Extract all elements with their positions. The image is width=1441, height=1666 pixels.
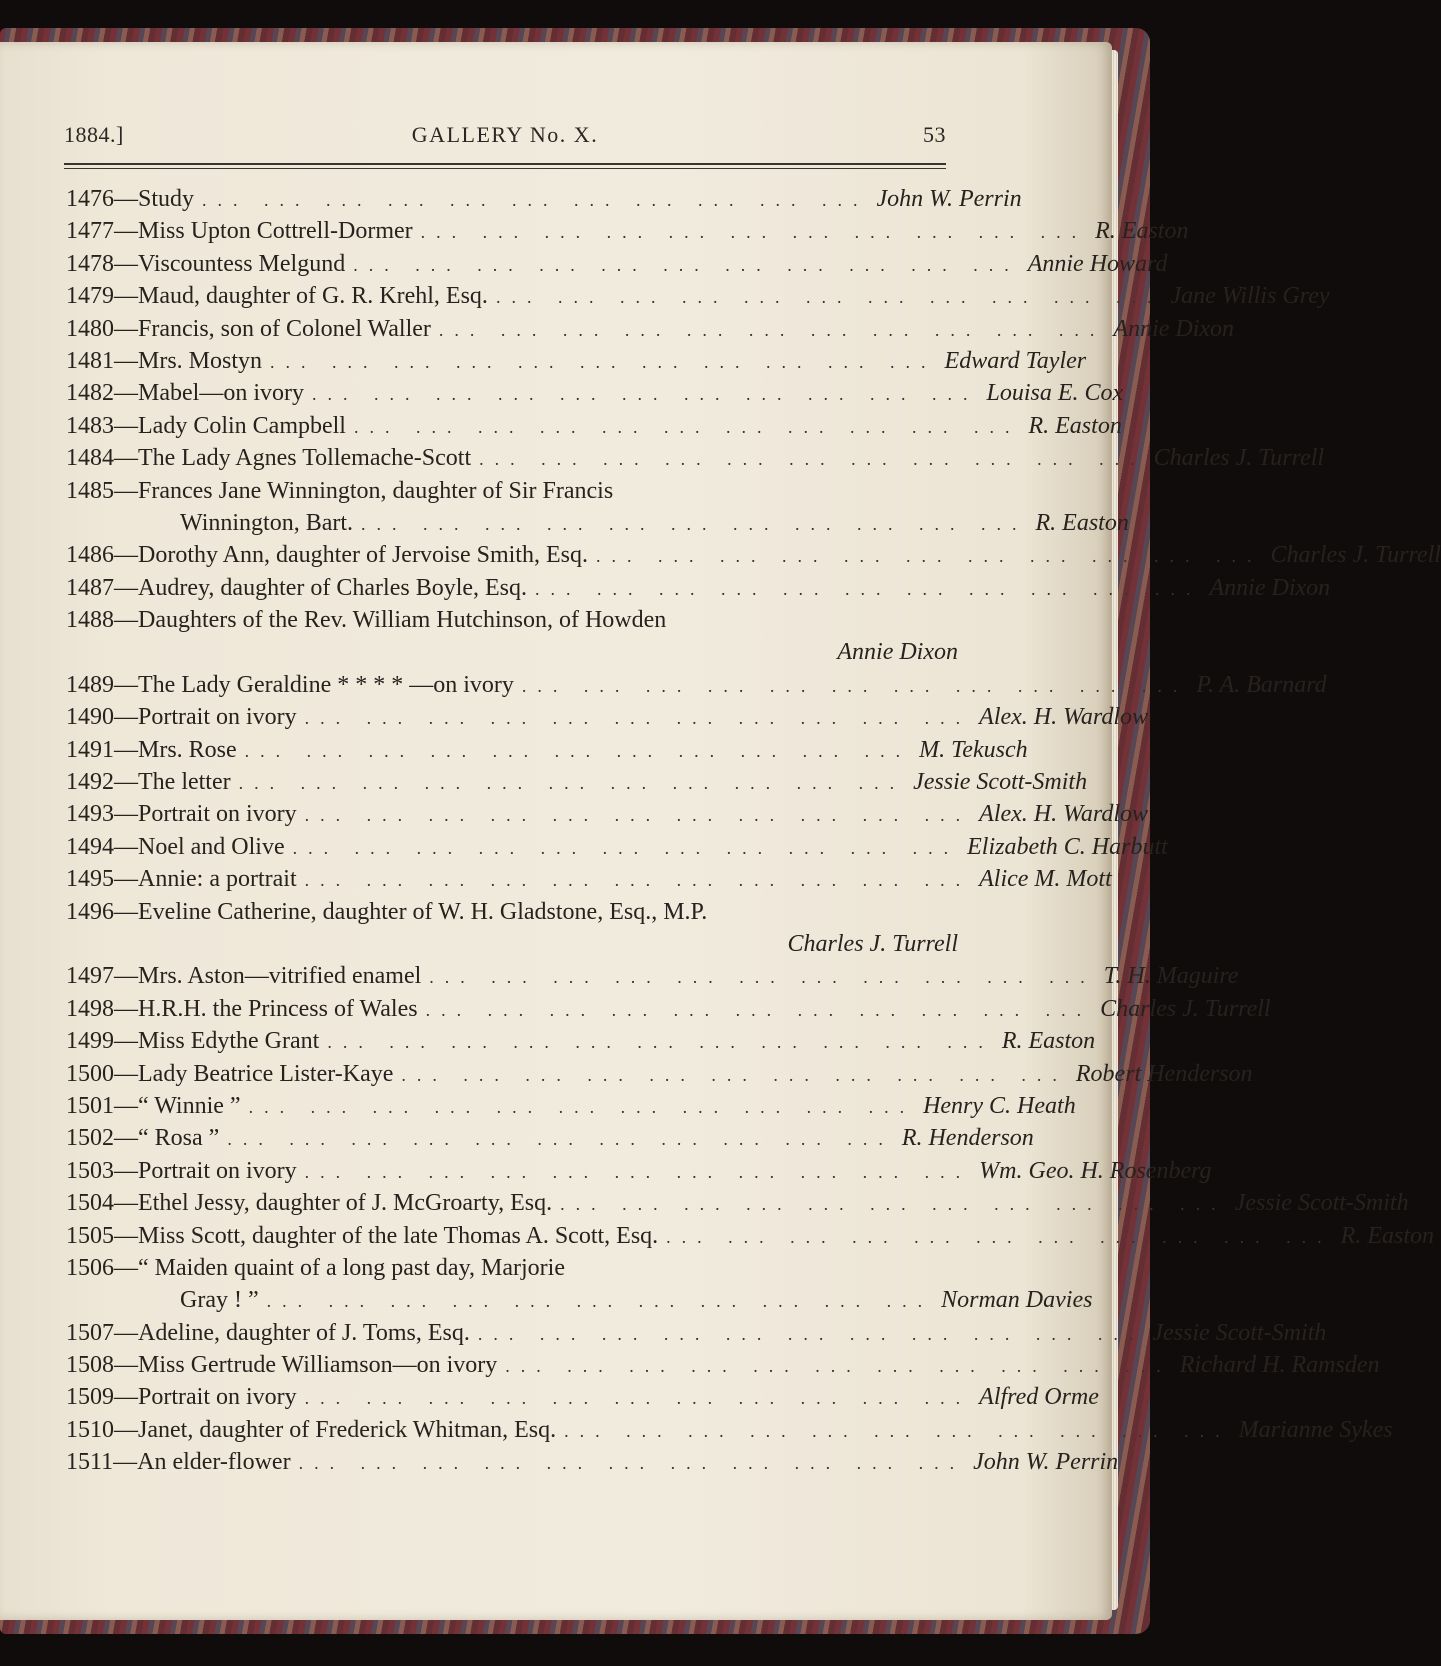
year-label: 1884.]	[64, 122, 124, 147]
entry-artist: T. H. Maguire	[1103, 963, 1239, 990]
catalogue-entry	[66, 1352, 1380, 1384]
entry-artist: Jessie Scott-Smith	[913, 769, 1088, 796]
entry-title-row	[66, 607, 958, 639]
gallery-title: GALLERY No. X.	[411, 122, 599, 147]
entry-title: 1505—Miss Scott, daughter of the late Thomas A. Scott, Esq.	[66, 1222, 659, 1249]
entry-row	[66, 1416, 1393, 1449]
entry-artist: Annie Dixon	[1113, 315, 1235, 342]
entry-row	[66, 445, 1325, 477]
entry-artist: R. Easton	[1001, 1028, 1096, 1055]
leader-dots: ... ... ... ... ... ... ... ... ... ... ...	[238, 773, 906, 794]
entry-title: 1497—Mrs. Aston—vitrified enamel	[66, 963, 422, 990]
entry-title: 1483—Lady Colin Campbell	[66, 412, 346, 439]
entry-title-row	[66, 478, 958, 510]
catalogue-entry	[66, 347, 1087, 380]
entry-row	[66, 380, 1124, 412]
entry-artist: Charles J. Turrell	[787, 930, 958, 957]
entry-row	[66, 1222, 1434, 1255]
entry-title: 1478—Viscountess Melgund	[66, 250, 346, 277]
leader-dots: ... ... ... ... ... ... ... ... ... ... ...	[477, 1323, 1145, 1344]
entry-title: 1479—Maud, daughter of G. R. Krehl, Esq.	[66, 283, 488, 310]
entry-title-row	[66, 899, 958, 931]
entry-artist: Norman Davies	[941, 1287, 1093, 1314]
entry-artist: R. Easton	[1340, 1222, 1434, 1249]
entry-row	[66, 1125, 1034, 1157]
entry-artist: John W. Perrin	[876, 186, 1022, 212]
entry-row	[66, 1319, 1327, 1352]
entry-row	[66, 1190, 1409, 1222]
entry-artist: Alex. H. Wardlow	[979, 704, 1149, 731]
entry-row	[66, 995, 1271, 1028]
entry-title: 1500—Lady Beatrice Lister-Kaye	[66, 1060, 394, 1087]
catalogue-entry	[66, 833, 1168, 866]
catalogue-entry	[66, 542, 1441, 574]
catalogue-entry	[66, 671, 1327, 704]
catalogue-entry	[66, 736, 1028, 769]
entry-title: 1480—Francis, son of Colonel Waller	[66, 315, 431, 342]
catalogue-entry	[66, 1449, 1119, 1481]
catalogue-entry	[66, 1060, 1253, 1093]
leader-dots: ... ... ... ... ... ... ... ... ... ... ...	[304, 870, 972, 891]
entry-artist: John W. Perrin	[973, 1449, 1119, 1476]
entry-title: 1507—Adeline, daughter of J. Toms, Esq.	[66, 1319, 470, 1346]
entry-artist: Charles J. Turrell	[1100, 995, 1271, 1022]
entry-title: 1484—The Lady Agnes Tollemache-Scott	[66, 445, 472, 472]
leader-dots: ... ... ... ... ... ... ... ... ... ... ...	[266, 1291, 934, 1312]
entry-row	[66, 1092, 1076, 1125]
entry-artist: Annie Dixon	[837, 639, 958, 666]
catalogue-entry	[66, 1416, 1393, 1449]
catalogue-entry	[66, 866, 1112, 898]
catalogue-entry	[66, 963, 1239, 995]
catalogue-entry	[66, 445, 1325, 477]
entry-row	[66, 736, 1028, 769]
entry-title: 1485—Frances Jane Winnington, daughter of Sir Francis	[66, 477, 614, 504]
entry-row	[66, 769, 1088, 801]
header-rule-thin	[64, 168, 946, 169]
entry-row	[66, 801, 1149, 833]
entry-row	[66, 963, 1239, 995]
entry-artist: Richard H. Ramsden	[1179, 1352, 1380, 1379]
leader-dots: ... ... ... ... ... ... ... ... ... ... ...	[495, 287, 1163, 308]
entry-title: 1482—Mabel—on ivory	[66, 380, 304, 407]
leader-dots: ... ... ... ... ... ... ... ... ... ... ...	[420, 222, 1088, 243]
entry-row	[66, 1449, 1119, 1481]
leader-dots: ... ... ... ... ... ... ... ... ... ... ...	[438, 319, 1106, 340]
leader-dots: ... ... ... ... ... ... ... ... ... ... ...	[311, 384, 979, 405]
entry-artist: R. Easton	[1028, 412, 1122, 439]
entry-row	[66, 315, 1235, 348]
entry-title: 1476—Study	[66, 186, 195, 212]
entry-artist: Marianne Sykes	[1238, 1416, 1393, 1443]
catalogue-entry	[66, 704, 1149, 736]
catalogue-entry	[66, 477, 1129, 543]
leader-dots: ... ... ... ... ... ... ... ... ... ... ...	[560, 1194, 1227, 1215]
entry-title: 1489—The Lady Geraldine * * * * —on ivory	[66, 671, 514, 698]
entry-row	[66, 1384, 1099, 1416]
entry-artist: Charles J. Turrell	[1270, 542, 1441, 569]
entry-title-continuation: Gray ! ”	[180, 1287, 259, 1314]
leader-dots: ... ... ... ... ... ... ... ... ... ... ...	[361, 513, 1028, 534]
entry-row	[66, 412, 1122, 445]
leader-dots: ... ... ... ... ... ... ... ... ... ... ...	[353, 416, 1021, 437]
leader-dots: ... ... ... ... ... ... ... ... ... ... ...	[353, 254, 1020, 275]
entry-artist: Annie Howard	[1027, 250, 1168, 277]
leader-dots: ... ... ... ... ... ... ... ... ... ... ...	[429, 967, 1096, 988]
catalogue-entry	[66, 899, 958, 964]
catalogue-entry	[66, 995, 1271, 1028]
leader-dots: ... ... ... ... ... ... ... ... ... ... ...	[505, 1356, 1172, 1377]
leader-dots: ... ... ... ... ... ... ... ... ... ... ...	[202, 190, 869, 210]
entry-artist: Jessie Scott-Smith	[1152, 1319, 1327, 1346]
leader-dots: ... ... ... ... ... ... ... ... ... ... ...	[248, 1096, 916, 1117]
entry-title: 1493—Portrait on ivory	[66, 801, 297, 828]
entry-continuation-row	[66, 509, 1129, 542]
entry-artist: Alice M. Mott	[979, 866, 1112, 893]
entry-row	[66, 866, 1112, 898]
running-header	[64, 122, 946, 162]
entry-title: 1477—Miss Upton Cottrell-Dormer	[66, 218, 413, 245]
catalogue-entry	[66, 283, 1330, 315]
catalogue-entry	[66, 315, 1235, 348]
entry-title: 1499—Miss Edythe Grant	[66, 1028, 320, 1055]
catalogue-entry	[66, 1384, 1099, 1416]
entry-artist: Louisa E. Cox	[986, 380, 1124, 407]
entry-artist: Jane Willis Grey	[1170, 283, 1330, 310]
catalogue-entry	[66, 380, 1124, 412]
entry-artist-row	[66, 931, 958, 963]
leader-dots: ... ... ... ... ... ... ... ... ... ... ...	[535, 578, 1202, 599]
entry-artist: Jessie Scott-Smith	[1234, 1190, 1409, 1217]
entry-title: 1490—Portrait on ivory	[66, 704, 297, 731]
entry-title-row	[66, 1255, 958, 1287]
catalogue-entry	[66, 1319, 1327, 1352]
catalogue-entry	[66, 1254, 1093, 1320]
entry-title: 1498—H.R.H. the Princess of Wales	[66, 995, 418, 1022]
catalogue-entry	[66, 1222, 1434, 1255]
entry-artist: Annie Dixon	[1209, 574, 1331, 601]
catalogue-list	[66, 186, 1441, 1482]
entry-row	[66, 833, 1168, 866]
entry-row	[66, 1157, 1212, 1190]
entry-title: 1508—Miss Gertrude Williamson—on ivory	[66, 1352, 498, 1379]
catalogue-entry	[66, 769, 1088, 801]
entry-title: 1502—“ Rosa ”	[66, 1125, 220, 1152]
entry-title: 1501—“ Winnie ”	[66, 1092, 241, 1119]
entry-row	[66, 1352, 1380, 1384]
entry-row	[66, 218, 1189, 250]
entry-title: 1506—“ Maiden quaint of a long past day, Marjorie	[66, 1254, 565, 1281]
catalogue-entry	[66, 218, 1189, 250]
catalogue-entry	[66, 250, 1168, 283]
entry-title: 1510—Janet, daughter of Frederick Whitman, Esq.	[66, 1416, 557, 1443]
entry-row	[66, 347, 1087, 380]
header-rule	[64, 163, 946, 165]
entry-title: 1496—Eveline Catherine, daughter of W. H. Gladstone, Esq., M.P.	[66, 898, 708, 925]
leader-dots: ... ... ... ... ... ... ... ... ... ... ...	[479, 449, 1146, 470]
catalogue-entry	[66, 1190, 1409, 1222]
entry-title-continuation: Winnington, Bart.	[180, 509, 354, 536]
page-number: 53	[923, 122, 946, 147]
leader-dots: ... ... ... ... ... ... ... ... ... ... ...	[304, 805, 972, 826]
entry-title: 1487—Audrey, daughter of Charles Boyle, Esq.	[66, 574, 528, 601]
entry-artist: R. Easton	[1095, 218, 1189, 245]
catalogue-entry	[66, 574, 1331, 607]
entry-continuation-row	[66, 1287, 1093, 1319]
entry-row	[66, 542, 1441, 574]
entry-title: 1511—An elder-flower	[66, 1449, 291, 1476]
entry-artist: R. Henderson	[901, 1125, 1034, 1152]
entry-artist: Alfred Orme	[979, 1384, 1099, 1411]
entry-title: 1491—Mrs. Rose	[66, 736, 237, 763]
entry-artist: Edward Tayler	[944, 347, 1087, 374]
leader-dots: ... ... ... ... ... ... ... ... ... ... ...	[327, 1032, 994, 1053]
entry-title: 1503—Portrait on ivory	[66, 1157, 297, 1184]
leader-dots: ... ... ... ... ... ... ... ... ... ... ...	[304, 1161, 972, 1182]
catalogue-entry	[66, 1125, 1034, 1157]
entry-title: 1488—Daughters of the Rev. William Hutchinson, of Howden	[66, 607, 667, 634]
entry-artist: R. Easton	[1035, 509, 1129, 536]
entry-title: 1492—The letter	[66, 769, 231, 796]
entry-title: 1504—Ethel Jessy, daughter of J. McGroarty, Esq.	[66, 1190, 553, 1217]
catalogue-entry	[66, 186, 1022, 218]
leader-dots: ... ... ... ... ... ... ... ... ... ... ...	[270, 351, 937, 372]
catalogue-entry	[66, 607, 958, 672]
entry-title: 1494—Noel and Olive	[66, 833, 285, 860]
leader-dots: ... ... ... ... ... ... ... ... ... ... ...	[298, 1453, 966, 1474]
leader-dots: ... ... ... ... ... ... ... ... ... ... ...	[401, 1064, 1068, 1085]
leader-dots: ... ... ... ... ... ... ... ... ... ... ...	[227, 1129, 894, 1150]
entry-row	[66, 1028, 1096, 1060]
catalogue-entry	[66, 1157, 1212, 1190]
entry-artist: Charles J. Turrell	[1153, 445, 1325, 472]
leader-dots: ... ... ... ... ... ... ... ... ... ... ...	[304, 1388, 972, 1409]
entry-title: 1509—Portrait on ivory	[66, 1384, 297, 1411]
entry-row	[66, 671, 1327, 704]
leader-dots: ... ... ... ... ... ... ... ... ... ... ...	[521, 675, 1189, 696]
entry-row	[66, 574, 1331, 607]
entry-row	[66, 283, 1330, 315]
entry-artist: P. A. Barnard	[1196, 671, 1327, 698]
entry-row	[66, 704, 1149, 736]
entry-artist-row	[66, 639, 958, 671]
entry-row	[66, 1060, 1253, 1093]
entry-artist: M. Tekusch	[919, 736, 1028, 763]
leader-dots: ... ... ... ... ... ... ... ... ... ... ...	[595, 546, 1263, 567]
entry-row	[66, 186, 1022, 218]
entry-artist: Robert Henderson	[1075, 1060, 1253, 1087]
entry-artist: Alex. H. Wardlow	[979, 801, 1149, 828]
catalogue-entry	[66, 801, 1149, 833]
leader-dots: ... ... ... ... ... ... ... ... ... ... ...	[564, 1420, 1231, 1441]
leader-dots: ... ... ... ... ... ... ... ... ... ... ...	[292, 837, 960, 858]
entry-title: 1495—Annie: a portrait	[66, 866, 297, 893]
catalogue-entry	[66, 1028, 1096, 1060]
entry-artist: Henry C. Heath	[923, 1092, 1076, 1119]
catalogue-entry	[66, 412, 1122, 445]
catalogue-entry	[66, 1092, 1076, 1125]
entry-title: 1486—Dorothy Ann, daughter of Jervoise Smith, Esq.	[66, 542, 588, 569]
entry-artist: Wm. Geo. H. Rosenberg	[979, 1157, 1212, 1184]
entry-artist: Elizabeth C. Harbutt	[967, 833, 1168, 860]
leader-dots: ... ... ... ... ... ... ... ... ... ... ...	[666, 1226, 1333, 1247]
leader-dots: ... ... ... ... ... ... ... ... ... ... ...	[244, 740, 912, 761]
entry-row	[66, 250, 1168, 283]
leader-dots: ... ... ... ... ... ... ... ... ... ... ...	[304, 708, 972, 729]
entry-title: 1481—Mrs. Mostyn	[66, 347, 263, 374]
leader-dots: ... ... ... ... ... ... ... ... ... ... ...	[425, 999, 1093, 1020]
